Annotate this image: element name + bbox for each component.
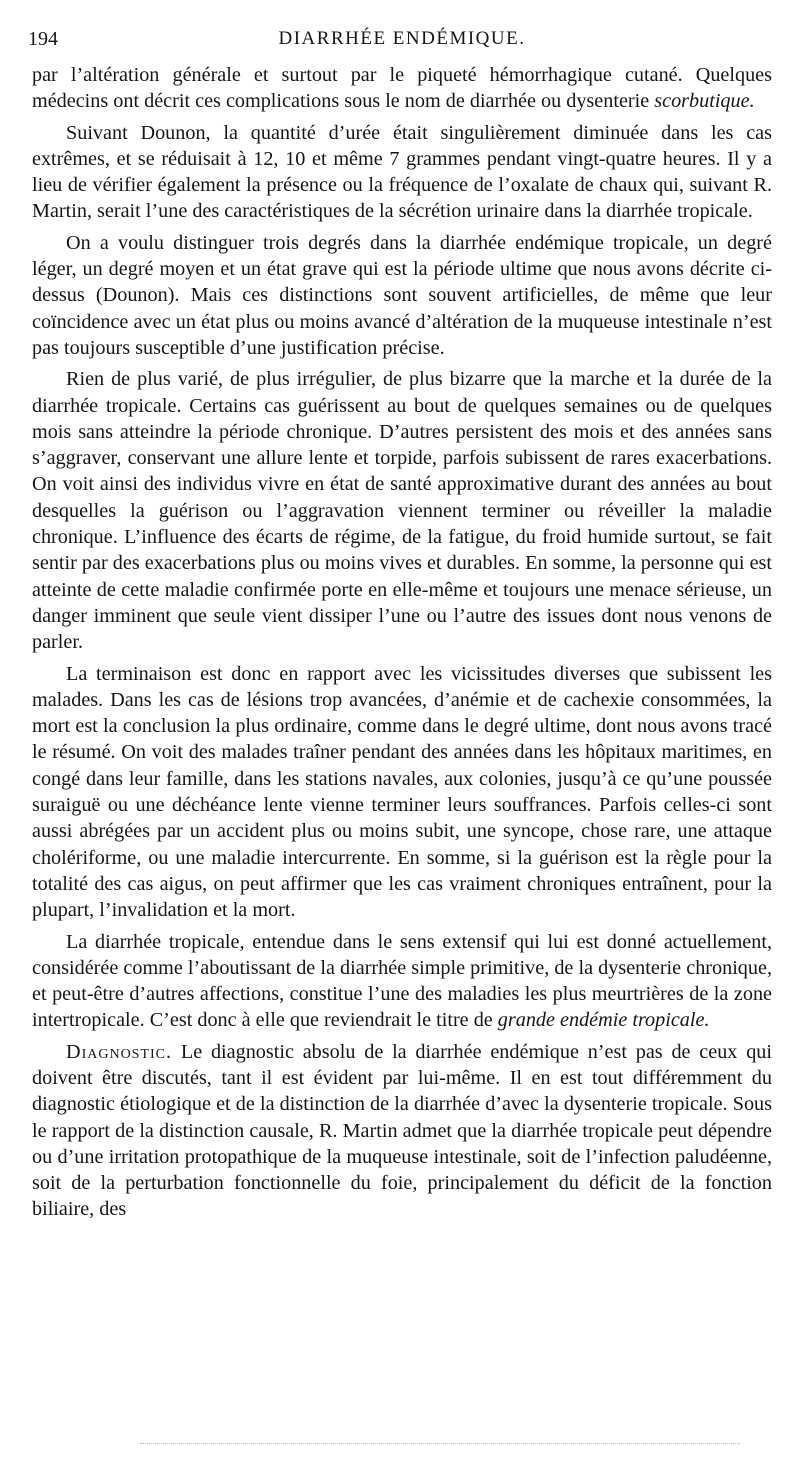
paragraph-text: par l’altération générale et surtout par le piqueté hémorrhagique cutané. Quelques médecins ont décrit ces complications sous le nom de diarrhée ou dysenterie	[32, 64, 772, 113]
paragraph-text: On a voulu distinguer trois degrés dans la diarrhée endémique tropicale, un degré léger, un degré moyen et un état grave qui est la période ultime que nous avons décrite ci-dessus (Dounon). Mais ces distinctions sont souvent artificielles, de même que leur coïncidence avec un état plus ou moins avancé d’altération de la muqueuse intestinale n’est pas toujours susceptible d’une justification précise.	[32, 231, 772, 359]
paragraph-2	[32, 120, 772, 225]
paragraph-text: Suivant Dounon, la quantité d’urée était singulièrement diminuée dans les cas extrêmes, et se réduisait à 12, 10 et même 7 grammes pendant vingt-quatre heures. Il y a lieu de vérifier également la présence ou la fréquence de l’oxalate de chaux qui, suivant R. Martin, serait l’une des caractéristiques de la sécrétion urinaire dans la diarrhée tropicale.	[32, 121, 772, 223]
running-head	[28, 26, 772, 56]
paragraph-3	[32, 230, 772, 361]
paragraph-text: Rien de plus varié, de plus irrégulier, de plus bizarre que la marche et la durée de la diarrhée tropicale. Certains cas guérissent au bout de quelques semaines ou de quelques mois sans atteindre la période chronique. D’autres persistent des mois et des années sans s’aggraver, conservant une allure lente et torpide, parfois subissent de rares exacerbations. On voit ainsi des individus vivre en état de santé approximative durant des années au bout desquelles la guérison ou l’aggravation viennent terminer ou réveiller la maladie chronique. L’influence des écarts de régime, de la fatigue, du froid humide surtout, se fait sentir par des exacerbations plus ou moins vives et durables. En somme, la personne qui est atteinte de cette maladie confirmée porte en elle-même et toujours une menace sérieuse, un danger imminent que seule vient dissiper l’une ou l’autre des issues dont nous venons de parler.	[32, 368, 772, 654]
book-page	[28, 26, 772, 1223]
emphasis-text: grande endémie tropicale.	[497, 1009, 710, 1032]
paragraph-4	[32, 366, 772, 655]
paragraph-7	[32, 1039, 772, 1223]
running-title: DIARRHÉE ENDÉMIQUE.	[278, 28, 526, 49]
paragraph-text: Le diagnostic absolu de la diarrhée endémique n’est pas de ceux qui doivent être discutés, tant il est évident par lui-même. Il en est tout différemment du diagnostic étiologique et de la distinction de la diarrhée d’avec la dysenterie tropicale. Sous le rapport de la distinction causale, R. Martin admet que la diarrhée tropicale peut dépendre ou d’une irritation protopathique de la muqueuse intestinale, soit de l’infection paludéenne, soit de la perturbation fonctionnelle du foie, principalement du déficit de la fonction biliaire, des	[32, 1040, 772, 1221]
page-number: 194	[28, 28, 58, 50]
paragraph-text: La terminaison est donc en rapport avec les vicissitudes diverses que subissent les malades. Dans les cas de lésions trop avancées, d’anémie et de cachexie consommées, la mort est la conclusion la plus ordinaire, comme dans le degré ultime, dont nous avons tracé le résumé. On voit des malades traîner pendant des années dans les hôpitaux maritimes, en congé dans leur famille, dans les stations navales, aux colonies, jusqu’à ce qu’une poussée suraiguë ou une déchéance lente vienne terminer leurs souffrances. Parfois celles-ci sont aussi abrégées par un accident plus ou moins subit, une syncope, chose rare, une attaque cholériforme, ou une maladie intercurrente. En somme, si la guérison est la règle pour la totalité des cas aigus, on peut affirmer que les cas vraiment chroniques entraînent, pour la plupart, l’invalidation et la mort.	[32, 662, 772, 922]
body-text	[32, 62, 772, 1223]
paragraph-5	[32, 661, 772, 924]
section-label: Diagnostic.	[66, 1040, 173, 1063]
scan-noise-line	[140, 1443, 740, 1446]
paragraph-6	[32, 929, 772, 1034]
emphasis-text: scorbutique.	[654, 90, 755, 113]
paragraph-1	[32, 62, 772, 115]
paragraph-text: La diarrhée tropicale, entendue dans le sens extensif qui lui est donné actuellement, considérée comme l’aboutissant de la diarrhée simple primitive, de la dysenterie chronique, et peut-être d’autres affections, constitue l’une des maladies les plus meurtrières de la zone intertropicale. C’est donc à elle que reviendrait le titre de	[32, 930, 772, 1032]
